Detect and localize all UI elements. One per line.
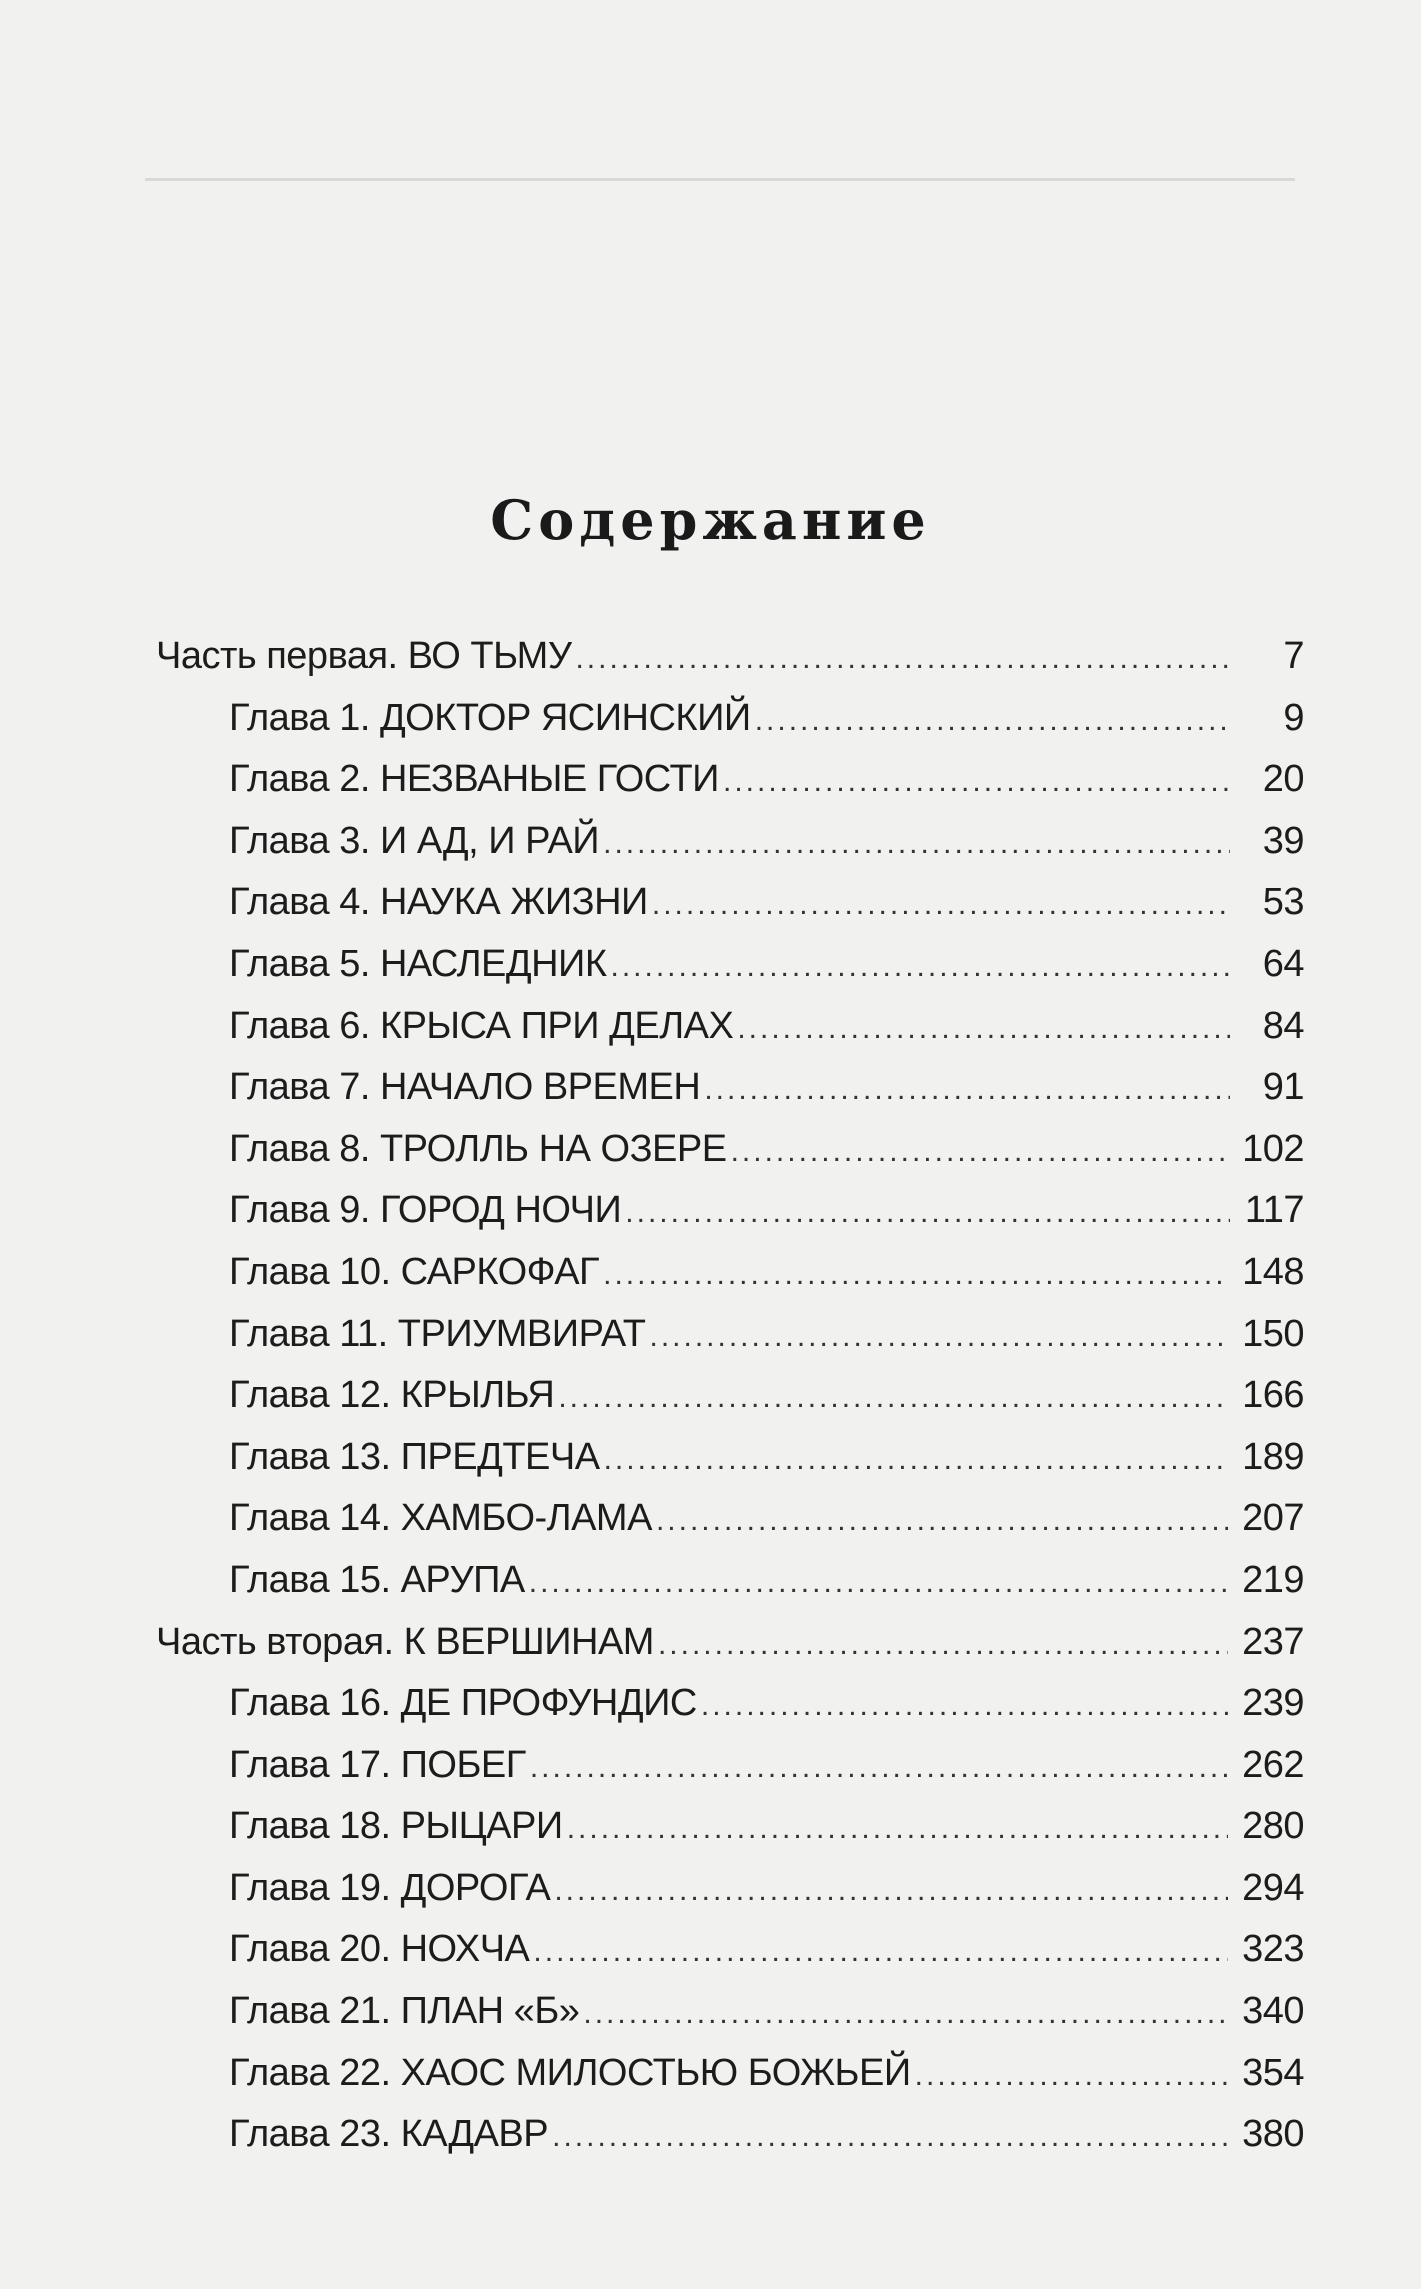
toc-entry-title: Глава 13. ПРЕДТЕЧА — [229, 1435, 600, 1478]
toc-entry-page: 150 — [1242, 1312, 1304, 1355]
toc-chapter-entry — [156, 1005, 1304, 1067]
toc-entry-title: Часть вторая. К ВЕРШИНАМ — [156, 1620, 654, 1663]
toc-entry-page: 323 — [1242, 1928, 1304, 1971]
toc-chapter-entry — [156, 1559, 1304, 1621]
dot-leader — [723, 765, 1230, 799]
toc-entry-page: 53 — [1262, 881, 1304, 924]
toc-entry-title: Глава 20. НОХЧА — [229, 1928, 530, 1971]
toc-entry-title: Глава 12. КРЫЛЬЯ — [229, 1374, 555, 1417]
dot-leader — [604, 1443, 1229, 1477]
toc-entry-page: 117 — [1244, 1189, 1304, 1232]
toc-entry-page: 380 — [1242, 2113, 1304, 2156]
dot-leader — [737, 1012, 1230, 1046]
toc-entry-page: 280 — [1242, 1805, 1304, 1848]
toc-entry-title: Глава 21. ПЛАН «Б» — [229, 1990, 580, 2033]
toc-chapter-entry — [156, 1374, 1304, 1436]
dot-leader — [625, 1196, 1230, 1230]
toc-entry-title: Глава 14. ХАМБО-ЛАМА — [229, 1497, 652, 1540]
toc-chapter-entry — [156, 1128, 1304, 1190]
dot-leader — [575, 642, 1230, 676]
dot-leader — [603, 827, 1230, 861]
toc-entry-page: 64 — [1262, 942, 1304, 985]
toc-entry-page: 148 — [1242, 1250, 1304, 1293]
toc-chapter-entry — [156, 1990, 1304, 2052]
page-title: Содержание — [490, 488, 931, 552]
toc-entry-title: Глава 16. ДЕ ПРОФУНДИС — [229, 1682, 697, 1725]
toc-entry-title: Глава 18. РЫЦАРИ — [229, 1805, 563, 1848]
toc-part-entry — [156, 635, 1304, 697]
toc-entry-title: Глава 8. ТРОЛЛЬ НА ОЗЕРЕ — [229, 1127, 727, 1170]
toc-chapter-entry — [156, 1682, 1304, 1744]
toc-entry-title: Часть первая. ВО ТЬМУ — [156, 635, 572, 677]
dot-leader — [529, 1566, 1228, 1600]
dot-leader — [731, 1135, 1229, 1169]
dot-leader — [755, 704, 1230, 738]
header-rule — [145, 178, 1295, 181]
toc-entry-title: Глава 7. НАЧАЛО ВРЕМЕН — [229, 1066, 701, 1109]
dot-leader — [554, 1874, 1228, 1908]
toc-entry-title: Глава 9. ГОРОД НОЧИ — [229, 1189, 622, 1232]
toc-entry-title: Глава 11. ТРИУМВИРАТ — [229, 1312, 646, 1355]
toc-entry-title: Глава 6. КРЫСА ПРИ ДЕЛАХ — [229, 1004, 734, 1047]
toc-entry-page: 262 — [1242, 1743, 1304, 1786]
toc-chapter-entry — [156, 2113, 1304, 2175]
toc-entry-page: 219 — [1242, 1558, 1304, 1601]
toc-entry-title: Глава 23. КАДАВР — [229, 2113, 549, 2156]
toc-entry-page: 20 — [1262, 758, 1304, 801]
toc-entry-page: 340 — [1242, 1990, 1304, 2033]
toc-chapter-entry — [156, 2052, 1304, 2114]
dot-leader — [701, 1689, 1228, 1723]
toc-entry-page: 166 — [1242, 1374, 1304, 1417]
dot-leader — [533, 1935, 1228, 1969]
toc-entry-page: 39 — [1262, 819, 1304, 862]
toc-entry-title: Глава 10. САРКОФАГ — [229, 1250, 600, 1293]
dot-leader — [603, 1258, 1228, 1292]
toc-entry-title: Глава 19. ДОРОГА — [229, 1866, 551, 1909]
dot-leader — [656, 1504, 1228, 1538]
toc-entry-page: 294 — [1242, 1866, 1304, 1909]
table-of-contents — [156, 635, 1304, 2175]
toc-chapter-entry — [156, 820, 1304, 882]
dot-leader — [652, 888, 1230, 922]
toc-entry-title: Глава 4. НАУКА ЖИЗНИ — [229, 881, 648, 924]
toc-entry-title: Глава 3. И АД, И РАЙ — [229, 819, 600, 862]
dot-leader — [915, 2059, 1228, 2093]
toc-entry-page: 102 — [1242, 1127, 1304, 1170]
toc-entry-title: Глава 2. НЕЗВАНЫЕ ГОСТИ — [229, 758, 719, 801]
toc-chapter-entry — [156, 1805, 1304, 1867]
toc-chapter-entry — [156, 1189, 1304, 1251]
toc-entry-title: Глава 15. АРУПА — [229, 1558, 525, 1601]
dot-leader — [552, 2120, 1228, 2154]
dot-leader — [704, 1073, 1230, 1107]
toc-entry-page: 237 — [1242, 1620, 1304, 1663]
toc-chapter-entry — [156, 943, 1304, 1005]
toc-chapter-entry — [156, 1744, 1304, 1806]
toc-chapter-entry — [156, 881, 1304, 943]
toc-entry-page: 354 — [1242, 2051, 1304, 2094]
dot-leader — [649, 1320, 1228, 1354]
toc-chapter-entry — [156, 1867, 1304, 1929]
toc-entry-title: Глава 5. НАСЛЕДНИК — [229, 942, 607, 985]
toc-entry-page: 91 — [1262, 1066, 1304, 1109]
toc-entry-page: 7 — [1283, 635, 1304, 677]
toc-entry-page: 9 — [1283, 696, 1304, 739]
toc-entry-title: Глава 22. ХАОС МИЛОСТЬЮ БОЖЬЕЙ — [229, 2051, 911, 2094]
toc-entry-page: 189 — [1242, 1435, 1304, 1478]
toc-chapter-entry — [156, 1436, 1304, 1498]
toc-entry-title: Глава 17. ПОБЕГ — [229, 1743, 526, 1786]
toc-entry-page: 84 — [1262, 1004, 1304, 1047]
dot-leader — [583, 1997, 1228, 2031]
toc-chapter-entry — [156, 1313, 1304, 1375]
toc-chapter-entry — [156, 1928, 1304, 1990]
dot-leader — [611, 950, 1231, 984]
toc-chapter-entry — [156, 697, 1304, 759]
dot-leader — [558, 1381, 1228, 1415]
toc-part-entry — [156, 1621, 1304, 1683]
toc-entry-page: 207 — [1242, 1497, 1304, 1540]
dot-leader — [530, 1751, 1228, 1785]
dot-leader — [658, 1628, 1228, 1662]
toc-entry-title: Глава 1. ДОКТОР ЯСИНСКИЙ — [229, 696, 751, 739]
toc-chapter-entry — [156, 1251, 1304, 1313]
toc-entry-page: 239 — [1242, 1682, 1304, 1725]
toc-chapter-entry — [156, 1497, 1304, 1559]
toc-chapter-entry — [156, 758, 1304, 820]
toc-chapter-entry — [156, 1066, 1304, 1128]
dot-leader — [567, 1812, 1228, 1846]
